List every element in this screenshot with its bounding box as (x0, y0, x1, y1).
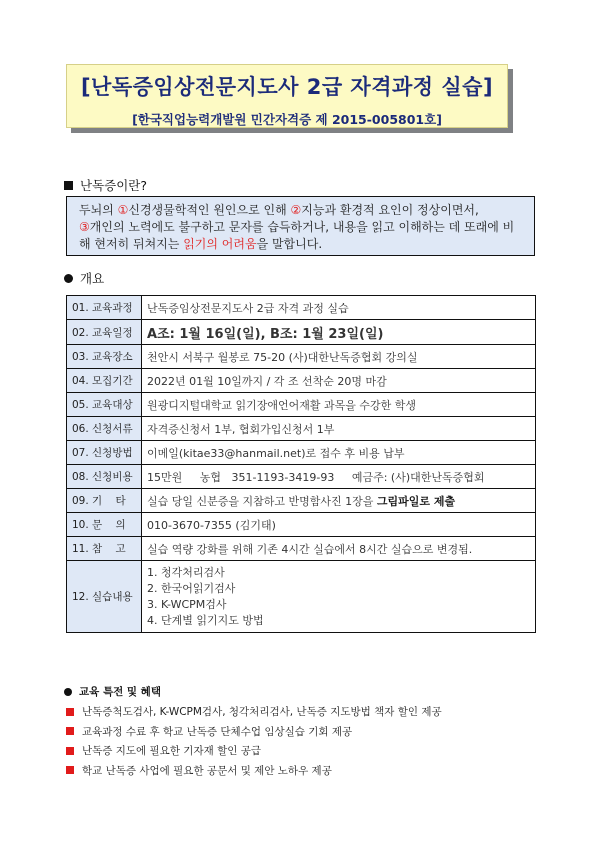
page-title: [난독증임상전문지도사 2급 자격과정 실습] (80, 75, 494, 99)
row-key: 12. 실습내용 (67, 561, 142, 633)
table-row (67, 320, 536, 345)
row-value: 15만원 농협 351-1193-3419-93 예금주: (사)대한난독증협회 (142, 465, 536, 489)
row-key: 04. 모집기간 (67, 369, 142, 393)
red-square-bullet-icon (66, 747, 74, 755)
row-key: 09. 기 타 (67, 489, 142, 513)
row-key: 01. 교육과정 (67, 296, 142, 320)
table-row (67, 561, 536, 633)
circled-number-3: ③ (79, 220, 90, 234)
row-value: 원광디지털대학교 읽기장애언어재활 과목을 수강한 학생 (142, 393, 536, 417)
benefit-text: 학교 난독증 사업에 필요한 공문서 및 제안 노하우 제공 (82, 764, 332, 777)
row-key: 08. 신청비용 (67, 465, 142, 489)
row-value: 자격증신청서 1부, 협회가입신청서 1부 (142, 417, 536, 441)
definition-text: 지능과 환경적 요인이 정상이면서, (301, 203, 479, 217)
row-value: 이메일(kitae33@hanmail.net)로 접수 후 비용 납부 (142, 441, 536, 465)
list-item: 1. 청각처리검사 (147, 565, 225, 579)
title-banner (66, 64, 508, 128)
row-value: 2022년 01월 10일까지 / 각 조 선착순 20명 마감 (142, 369, 536, 393)
page-subtitle: [한국직업능력개발원 민간자격증 제 2015-005801호] (132, 112, 442, 127)
table-row (67, 465, 536, 489)
benefits-heading-text: 교육 특전 및 혜택 (79, 686, 161, 698)
definition-heading (64, 176, 147, 194)
benefit-text: 난독증척도검사, K-WCPM검사, 청각처리검사, 난독증 지도방법 책자 할인 제공 (82, 706, 442, 718)
definition-text: 두뇌의 (79, 203, 118, 217)
row-value-emphasis: 그림파일로 제출 (376, 494, 456, 508)
benefit-text: 교육과정 수료 후 학교 난독증 단체수업 임상실습 기회 제공 (82, 725, 353, 738)
list-item: 2. 한국어읽기검사 (147, 581, 236, 595)
red-square-bullet-icon (66, 766, 74, 774)
list-item: 4. 단계별 읽기지도 방법 (147, 613, 264, 627)
definition-text: 을 말합니다. (256, 237, 323, 251)
row-key: 05. 교육대상 (67, 393, 142, 417)
red-square-bullet-icon (66, 708, 74, 716)
row-value-text: 실습 당일 신분증을 지참하고 반명함사진 1장을 (147, 494, 377, 508)
list-item (66, 724, 442, 739)
overview-table (66, 295, 536, 633)
circle-bullet-icon (64, 688, 72, 696)
table-row (67, 296, 536, 320)
table-row (67, 489, 536, 513)
benefit-text: 난독증 지도에 필요한 기자재 할인 공급 (82, 745, 261, 757)
row-key: 03. 교육장소 (67, 345, 142, 369)
circled-number-1: ① (117, 203, 129, 217)
table-row (67, 393, 536, 417)
definition-heading-text: 난독증이란? (80, 178, 148, 193)
row-value: 천안시 서북구 월봉로 75-20 (사)대한난독증협회 강의실 (142, 345, 536, 369)
row-value: 010-3670-7355 (김기태) (142, 513, 536, 537)
square-bullet-icon (64, 181, 73, 190)
row-key: 02. 교육일정 (67, 320, 142, 345)
table-row (67, 345, 536, 369)
red-square-bullet-icon (66, 727, 74, 735)
overview-heading (64, 269, 104, 287)
table-row (67, 417, 536, 441)
table-row (67, 513, 536, 537)
definition-text: 개인의 노력에도 불구하고 문자를 습득하거나, 내용을 읽고 이해하는 데 또래에 비해 현저히 뒤쳐지는 (79, 220, 515, 251)
reading-difficulty-highlight: 읽기의 어려움 (183, 237, 257, 251)
list-item (66, 704, 442, 719)
row-key: 07. 신청방법 (67, 441, 142, 465)
table-row (67, 441, 536, 465)
row-value-list (142, 561, 536, 633)
row-value: 난독증임상전문지도사 2급 자격 과정 실습 (142, 296, 536, 320)
row-value (142, 489, 536, 513)
row-key: 10. 문 의 (67, 513, 142, 537)
table-row (67, 369, 536, 393)
overview-heading-text: 개요 (80, 271, 105, 286)
benefits-list (66, 704, 442, 782)
row-key: 11. 참 고 (67, 537, 142, 561)
definition-box (66, 196, 535, 256)
list-item (66, 743, 442, 758)
circled-number-2: ② (290, 203, 302, 217)
circle-bullet-icon (64, 274, 73, 283)
list-item (66, 763, 442, 778)
table-row (67, 537, 536, 561)
row-value: A조: 1월 16일(일), B조: 1월 23일(일) (142, 320, 536, 345)
list-item: 3. K-WCPM검사 (147, 597, 227, 611)
definition-text: 신경생물학적인 원인으로 인해 (128, 203, 291, 217)
row-key: 06. 신청서류 (67, 417, 142, 441)
benefits-heading (64, 684, 161, 699)
row-value: 실습 역량 강화를 위해 기존 4시간 실습에서 8시간 실습으로 변경됨. (142, 537, 536, 561)
